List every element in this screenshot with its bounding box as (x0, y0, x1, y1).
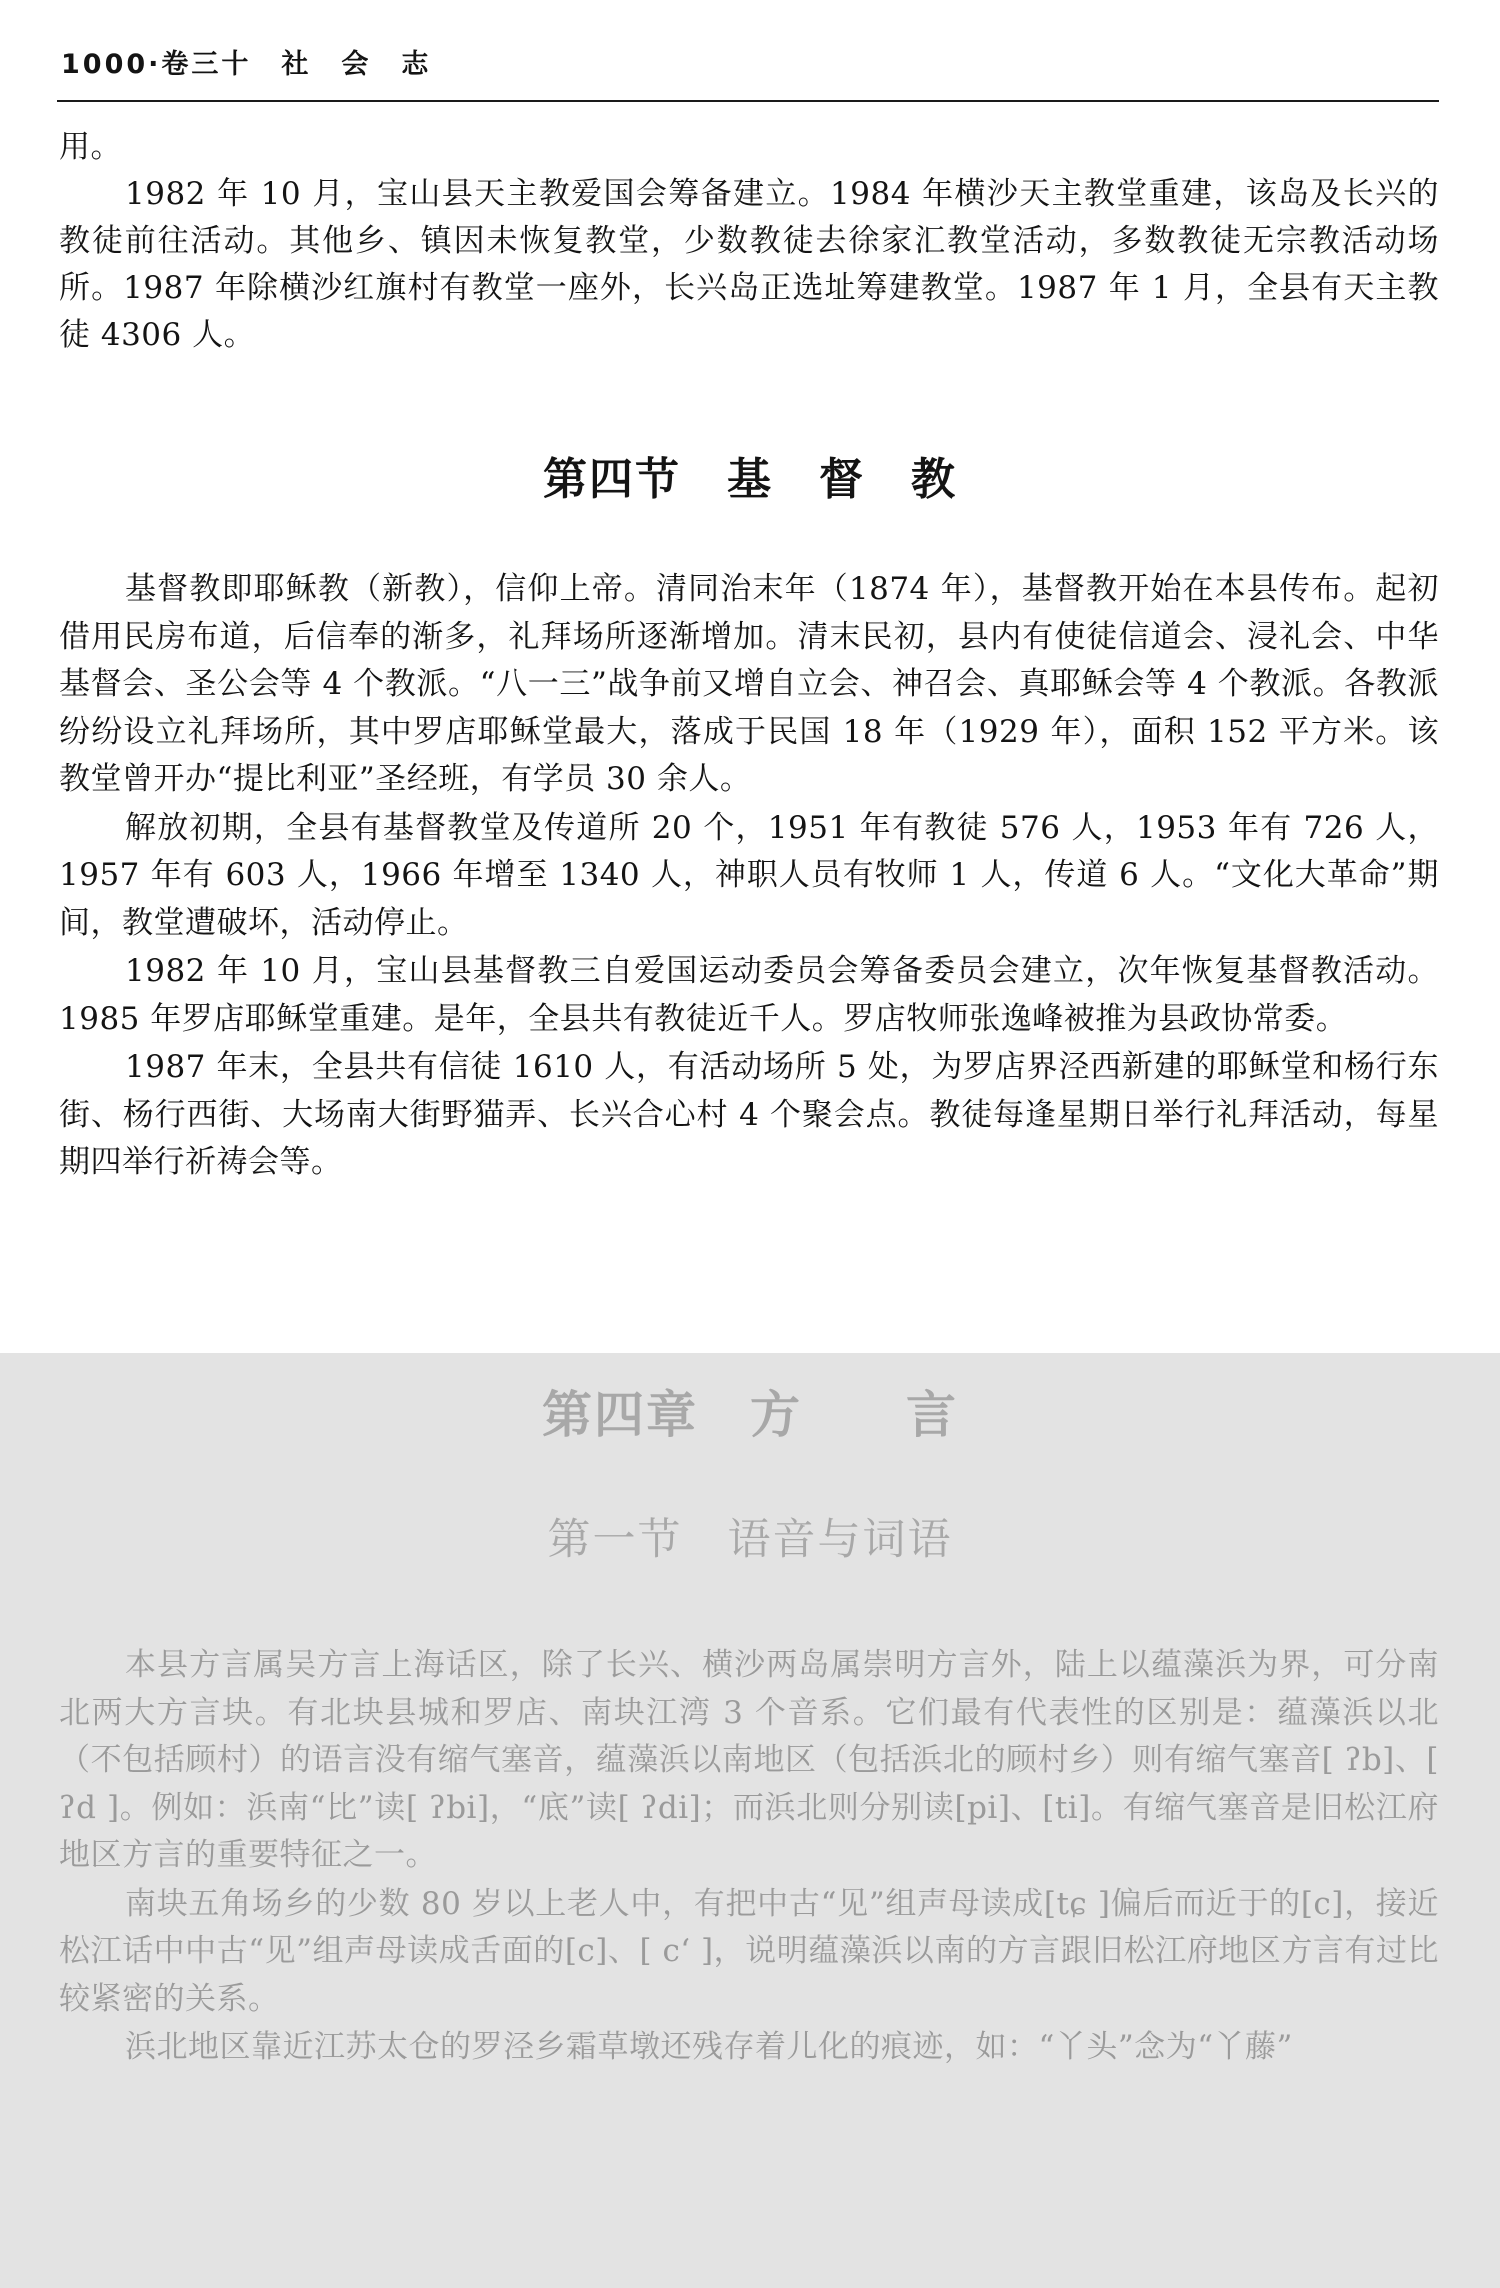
paragraph: 1982 年 10 月，宝山县天主教爱国会筹备建立。1984 年横沙天主教堂重建，该岛及长兴的教徒前往活动。其他乡、镇因未恢复教堂，少数教徒去徐家汇教堂活动，多数教徒无宗教活动场所。1987 年除横沙红旗村有教堂一座外，长兴岛正选址筹建教堂。1987 年 1 月，全县有天主教徒 4306 人。 (59, 176, 1439, 353)
dialect-body (59, 1642, 1439, 2072)
paragraph: 1987 年末，全县共有信徒 1610 人，有活动场所 5 处，为罗店界泾西新建的耶稣堂和杨行东街、杨行西街、大场南大街野猫弄、长兴合心村 4 个聚会点。教徒每逢星期日举行礼拜活动，每星期四举行祈祷会等。 (59, 1049, 1439, 1180)
paragraph: 基督教即耶稣教（新教），信仰上帝。清同治末年（1874 年），基督教开始在本县传布。起初借用民房布道，后信奉的渐多，礼拜场所逐渐增加。清末民初，县内有使徒信道会、浸礼会、中华基督会、圣公会等 4 个教派。“八一三”战争前又增自立会、神召会、真耶稣会等 4 个教派。各教派纷纷设立礼拜场所，其中罗店耶稣堂最大，落成于民国 18 年（1929 年），面积 152 平方米。该教堂曾开办“提比利亚”圣经班，有学员 30 余人。 (59, 571, 1439, 797)
catholic-continuation (59, 124, 1439, 359)
paragraph: 本县方言属吴方言上海话区，除了长兴、横沙两岛属崇明方言外，陆上以蕴藻浜为界，可分南北两大方言块。有北块县城和罗店、南块江湾 3 个音系。它们最有代表性的区别是：蕴藻浜以北（不包括顾村）的语言没有缩气塞音，蕴藻浜以南地区（包括浜北的顾村乡）则有缩气塞音[ ʔb]、[ ʔd ]。例如：浜南“比”读[ ʔbi]，“底”读[ ʔdi]；而浜北则分别读[pi]、[ti]。有缩气塞音是旧松江府地区方言的重要特征之一。 (59, 1647, 1439, 1873)
section-heading-phonetics: 第一节 语音与词语 (547, 1515, 953, 1565)
paragraph: 南块五角场乡的少数 80 岁以上老人中，有把中古“见”组声母读成[tɕ ]偏后而近于的[c]，接近松江话中中古“见”组声母读成舌面的[c]、[ cʻ ]，说明蕴藻浜以南的方言跟旧松江府地区方言有过比较紧密的关系。 (59, 1885, 1439, 2017)
christianity-body (59, 566, 1439, 1187)
paragraph: 1982 年 10 月，宝山县基督教三自爱国运动委员会筹备委员会建立，次年恢复基督教活动。1985 年罗店耶稣堂重建。是年，全县共有教徒近千人。罗店牧师张逸峰被推为县政协常委。 (59, 953, 1439, 1037)
paragraph: 浜北地区靠近江苏太仓的罗泾乡霜草墩还残存着儿化的痕迹，如：“丫头”念为“丫藤” (125, 2029, 1293, 2065)
paragraph: 解放初期，全县有基督教堂及传道所 20 个，1951 年有教徒 576 人，1953 年有 726 人，1957 年有 603 人，1966 年增至 1340 人，神职人员有牧师 1 人，传道 6 人。“文化大革命”期间，教堂遭破坏，活动停止。 (59, 809, 1439, 941)
running-head: 1000·卷三十 社 会 志 (61, 49, 432, 80)
paragraph: 用。 (59, 129, 122, 165)
section-heading-christianity: 第四节 基 督 教 (543, 454, 957, 505)
chapter-heading-dialect: 第四章 方 言 (542, 1385, 958, 1444)
page-header (57, 48, 1439, 102)
